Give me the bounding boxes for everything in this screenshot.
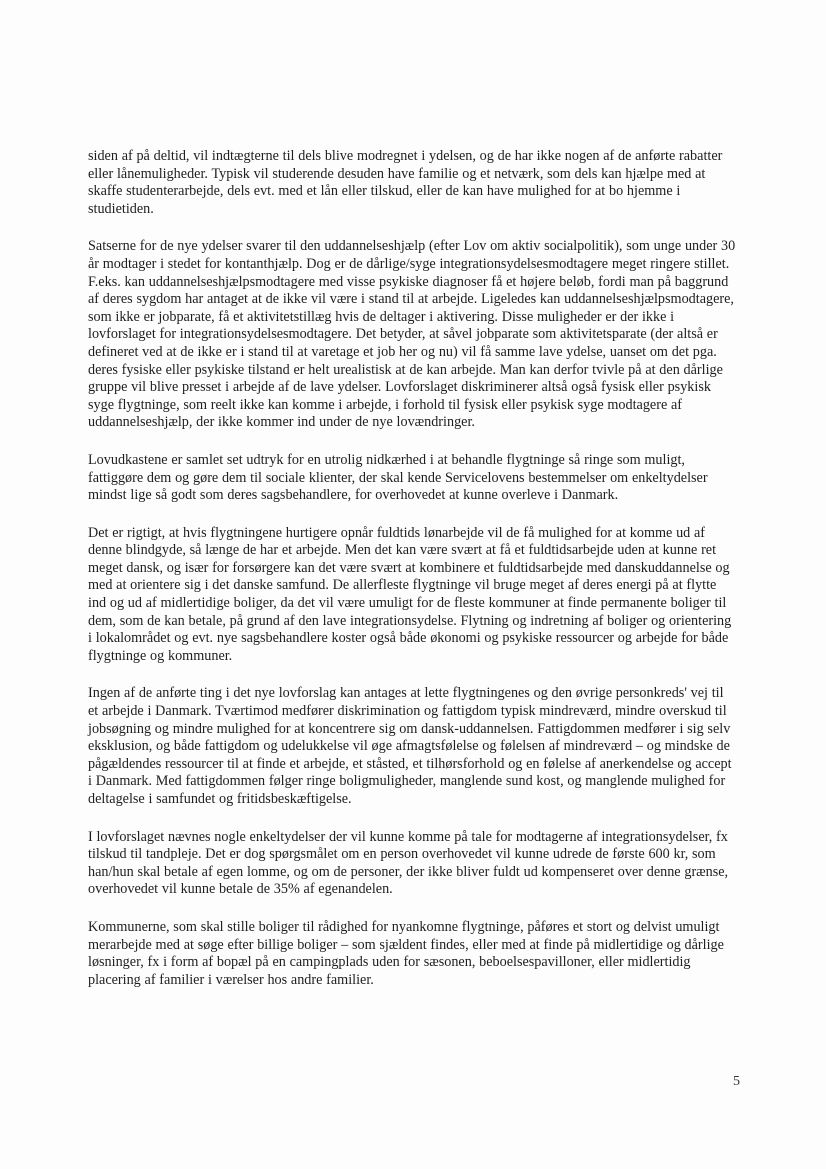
paragraph-6: I lovforslaget nævnes nogle enkeltydelser der vil kunne komme på tale for modtagerne af integrationsydelser, fx tilskud til tandpleje. Det er dog spørgsmålet om en person overhovedet vil kunne udrede de første 600 kr, som han/hun skal betale af egen lomme, og om de personer, der ikke bliver fuldt ud kompenseret over denne grænse, overhovedet vil kunne betale de 35% af egenandelen. (88, 828, 729, 898)
page-number: 5 (733, 1074, 740, 1089)
paragraph-2: Satserne for de nye ydelser svarer til den uddannelseshjælp (efter Lov om aktiv socialpolitik), som unge under 30 år modtager i stedet for kontanthjælp. Dog er de dårlige/syge integrationsydelsesmodtagere meget ringere stillet. F.eks. kan uddannelseshjælpsmodtagere med visse psykiske diagnoser få et højere beløb, fordi man på baggrund af deres sygdom har antaget at de ikke vil være i stand til at arbejde. Ligeledes kan uddannelseshjælpsmodtagere, som ikke er jobparate, få et aktivitetstillæg hvis de deltager i aktivering. Disse muligheder er der ikke i lovforslaget for integrationsydelsesmodtagere. Det betyder, at såvel jobparate som aktivitetsparate (der altså er defineret ved at de ikke er i stand til at varetage et job her og nu) vil få samme lave ydelse, uanset om det pga. deres fysiske eller psykiske tilstand er helt urealistisk at de kan arbejde. Man kan derfor tvivle på at den dårlige gruppe vil blive presset i arbejde af de lave ydelser. Lovforslaget diskriminerer altså også fysisk eller psykisk syge flygtninge, som reelt ikke kan komme i arbejde, i forhold til fysisk eller psykisk syge modtagere af uddannelseshjælp, der ikke kommer ind under de nye lovændringer. (88, 238, 736, 431)
paragraph-5: Ingen af de anførte ting i det nye lovforslag kan antages at lette flygtningenes og den øvrige personkreds' vej til et arbejde i Danmark. Tværtimod medfører diskrimination og fattigdom typisk mindreværd, mindre overskud til jobsøgning og mindre mulighed for at koncentrere sig om dansk-uddannelsen. Fattigdommen medfører i sig selv eksklusion, og både fattigdom og udelukkelse vil øge afmagtsfølelse og følelsen af mindreværd – og mindske de pågældendes ressourcer til at finde et arbejde, et ståsted, et tilhørsforhold og en følelse af anerkendelse og accept i Danmark. Med fattigdommen følger ringe boligmuligheder, manglende sund kost, og manglende mulighed for deltagelse i samfundet og fritidsbeskæftigelse. (88, 685, 732, 807)
paragraph-7: Kommunerne, som skal stille boliger til rådighed for nyankomne flygtninge, påføres et stort og delvist umuligt merarbejde med at søge efter billige boliger – som sjældent findes, eller med at finde på midlertidige og dårlige løsninger, fx i form af bopæl på en campingplads uden for sæsonen, beboelsespavilloner, eller midlertidig placering af familier i værelser hos andre familier. (88, 918, 724, 988)
document-body (88, 148, 736, 1009)
paragraph-4: Det er rigtigt, at hvis flygtningene hurtigere opnår fuldtids lønarbejde vil de få mulighed for at komme ud af denne blindgyde, så længe de har et arbejde. Men det kan være svært at få et fuldtidsarbejde uden at kunne ret meget dansk, og især for forsørgere kan det være svært at kombinere et fuldtidsarbejde med danskuddannelse og med at orientere sig i det danske samfund. De allerfleste flygtninge vil bruge meget af deres energi på at flytte ind og ud af midlertidige boliger, da det vil være umuligt for de fleste kommuner at finde permanente boliger til dem, som de kan betale, på grund af den lave integrationsydelse. Flytning og indretning af boliger og orientering i lokalområdet og evt. nye sagsbehandlere koster også både økonomi og psykiske ressourcer og arbejde for både flygtninge og kommuner. (88, 524, 732, 664)
paragraph-3: Lovudkastene er samlet set udtryk for en utrolig nidkærhed i at behandle flygtninge så ringe som muligt, fattiggøre dem og gøre dem til sociale klienter, der skal kende Servicelovens bestemmelser om enkeltydelser mindst lige så godt som deres sagsbehandlere, for overhovedet at kunne overleve i Danmark. (88, 451, 708, 504)
paragraph-1: siden af på deltid, vil indtægterne til dels blive modregnet i ydelsen, og de har ikke nogen af de anførte rabatter eller lånemuligheder. Typisk vil studerende desuden have familie og et netværk, som dels kan hjælpe med at skaffe studenterarbejde, dels evt. med et lån eller tilskud, eller de kan have mulighed for at bo hjemme i studietiden. (88, 148, 723, 217)
